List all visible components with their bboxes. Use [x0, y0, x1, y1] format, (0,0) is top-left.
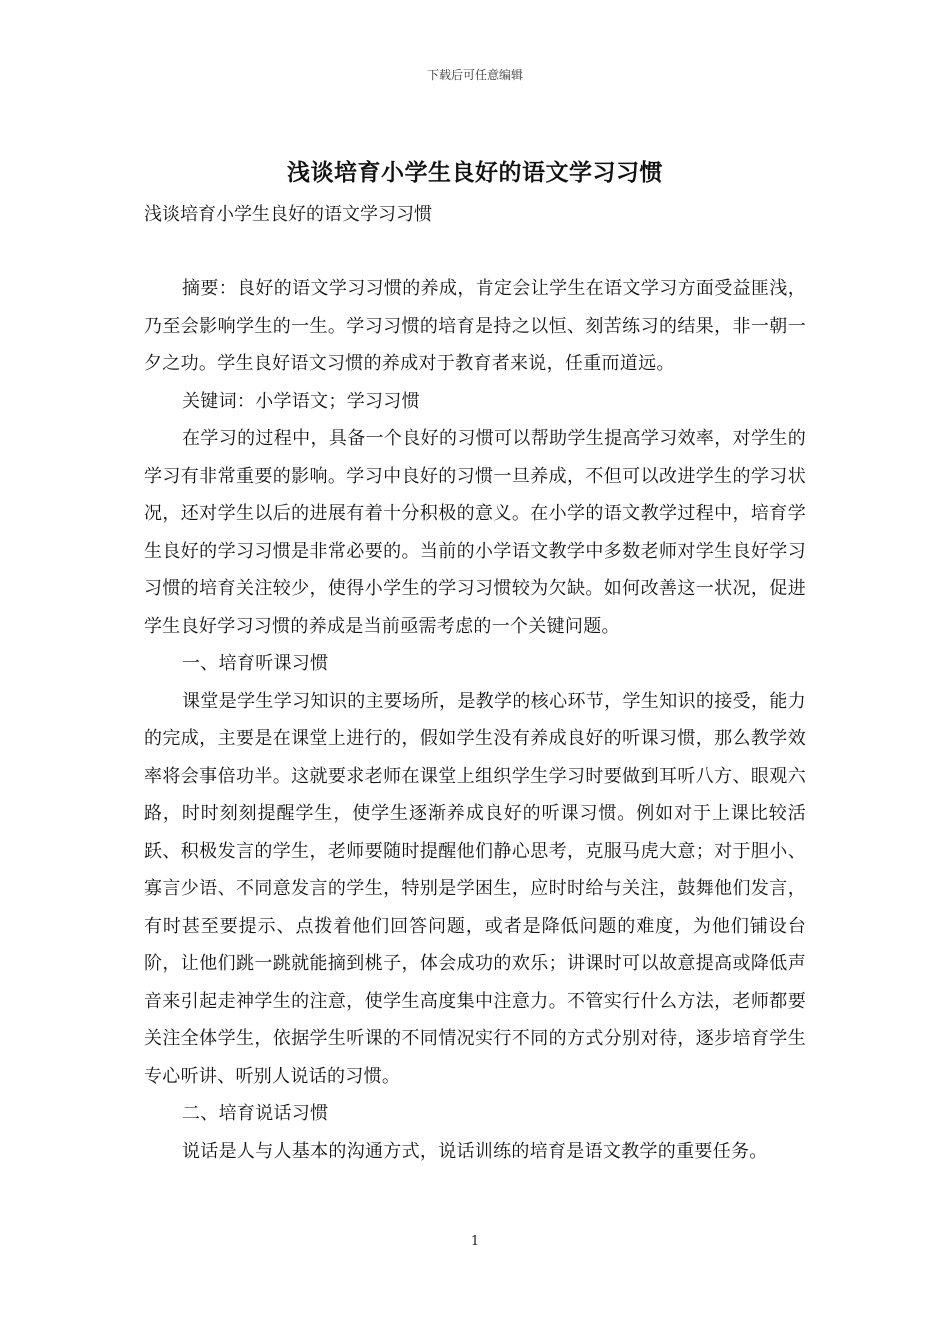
page-number: 1	[470, 1234, 480, 1249]
section-heading-2: 二、培育说话习惯	[182, 1103, 329, 1124]
abstract-paragraph: 摘要：良好的语文学习习惯的养成，肯定会让学生在语文学习方面受益匪浅，乃至会影响学生的一生。学习习惯的培育是持之以恒、刻苦练习的结果，非一朝一夕之功。学生良好语文习惯的养成对于教育者来说，任重而道远。	[144, 278, 806, 374]
section-1-paragraph: 课堂是学生学习知识的主要场所，是教学的核心环节，学生知识的接受，能力的完成，主要是在课堂上进行的，假如学生没有养成良好的听课习惯，那么教学效率将会事倍功半。这就要求老师在课堂上组织学生学习时要做到耳听八方、眼观六路，时时刻刻提醒学生，使学生逐渐养成良好的听课习惯。例如对于上课比较活跃、积极发言的学生，老师要随时提醒他们静心思考，克服马虎大意；对于胆小、寡言少语、不同意发言的学生，特别是学困生，应时时给与关注，鼓舞他们发言，有时甚至要提示、点拨着他们回答问题，或者是降低问题的难度，为他们铺设台阶，让他们跳一跳就能摘到桃子，体会成功的欢乐；讲课时可以故意提高或降低声音来引起走神学生的注意，使学生高度集中注意力。不管实行什么方法，老师都要关注全体学生，依据学生听课的不同情况实行不同的方式分别对待，逐步培育学生专心听讲、听别人说话的习惯。	[144, 690, 806, 1087]
document-title: 浅谈培育小学生良好的语文学习习惯	[287, 159, 663, 186]
document-body	[144, 270, 806, 1170]
document-subtitle: 浅谈培育小学生良好的语文学习习惯	[144, 204, 432, 225]
page-header-note: 下载后可任意编辑	[426, 68, 523, 82]
section-2-paragraph: 说话是人与人基本的沟通方式，说话训练的培育是语文教学的重要任务。	[182, 1140, 768, 1162]
intro-paragraph: 在学习的过程中，具备一个良好的习惯可以帮助学生提高学习效率，对学生的学习有非常重要的影响。学习中良好的习惯一旦养成，不但可以改进学生的学习状况，还对学生以后的进展有着十分积极的意义。在小学的语文教学过程中，培育学生良好的学习习惯是非常必要的。当前的小学语文教学中多数老师对学生良好学习习惯的培育关注较少，使得小学生的学习习惯较为欠缺。如何改善这一状况，促进学生良好学习习惯的养成是当前亟需考虑的一个关键问题。	[144, 428, 806, 637]
section-heading-1: 一、培育听课习惯	[182, 653, 329, 674]
keywords-paragraph: 关键词：小学语文；学习习惯	[182, 390, 420, 412]
